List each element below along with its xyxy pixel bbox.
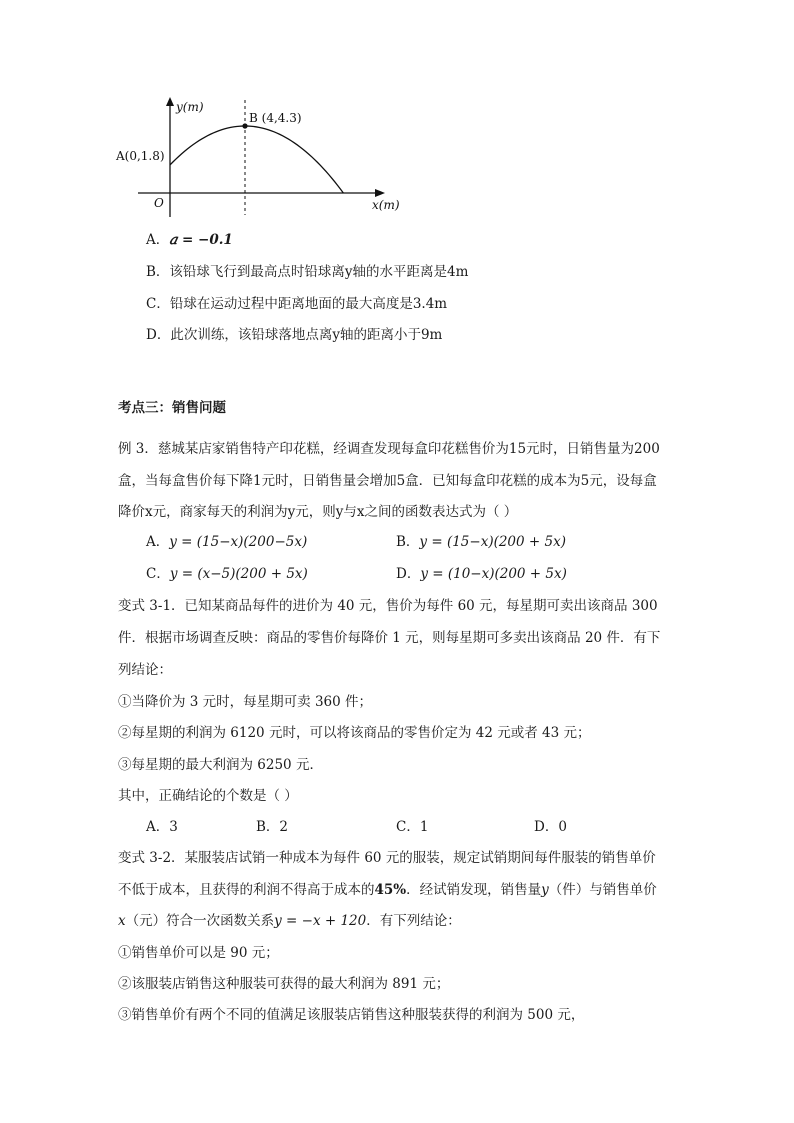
v31-option-b: B．2 xyxy=(256,819,289,835)
v32-line2-pct: 45% xyxy=(374,882,407,898)
ex3-option-b-math: 𝑦 = (15−𝑥)(200 + 5𝑥) xyxy=(419,534,566,550)
q1-option-a xyxy=(146,228,233,248)
origin-label: O xyxy=(154,196,164,210)
v31-item3: ③每星期的最大利润为 6250 元． xyxy=(118,757,323,773)
v32-line2-post: ．经试销发现，销售量 xyxy=(406,882,542,898)
v32-line3-x: x xyxy=(118,913,126,929)
ex3-line1: 例 3．慈城某店家销售特产印花糕，经调查发现每盒印花糕售价为15元时，日销售量为200 xyxy=(118,441,660,457)
q1-option-c: C．铅球在运动过程中距离地面的最大高度是3.4m xyxy=(146,296,448,312)
q1-option-a-math: 𝑎 = −0.1 xyxy=(169,232,233,248)
parabola-graph xyxy=(110,95,410,220)
point-b-dot xyxy=(242,123,247,128)
y-axis-label: y(m) xyxy=(176,100,204,114)
v32-line2-pre: 不低于成本，且获得的利润不得高于成本的 xyxy=(118,882,375,898)
v32-line3-pre: （元）符合一次函数关系 xyxy=(125,913,275,929)
v32-line3 xyxy=(118,909,461,929)
point-a-label: A(0,1.8) xyxy=(116,149,165,163)
ex3-line3: 降价x元，商家每天的利润为y元，则y与x之间的函数表达式为（ ） xyxy=(118,504,518,520)
ex3-option-b xyxy=(396,530,566,550)
ex3-option-d xyxy=(396,562,567,582)
v31-line3: 列结论： xyxy=(118,662,172,678)
y-axis-arrow xyxy=(166,97,174,106)
q1-option-a-label: A． xyxy=(146,232,170,248)
section-heading: 考点三：销售问题 xyxy=(118,400,226,416)
v32-item2: ②该服装店销售这种服装可获得的最大利润为 891 元； xyxy=(118,976,450,992)
v32-line3-post: ．有下列结论： xyxy=(366,913,461,929)
ex3-option-b-label: B． xyxy=(396,534,420,550)
v32-line2-y: y xyxy=(541,882,549,898)
ex3-option-c-label: C． xyxy=(146,566,170,582)
ex3-option-c xyxy=(146,562,308,582)
ex3-option-d-label: D． xyxy=(396,566,421,582)
v32-line2-end: （件）与销售单价 xyxy=(548,882,657,898)
point-b-label: B (4,4.3) xyxy=(249,111,302,125)
ex3-option-a-label: A． xyxy=(146,534,170,550)
v31-line1: 变式 3-1．已知某商品每件的进价为 40 元，售价为每件 60 元，每星期可卖出该商品 300 xyxy=(118,598,658,614)
v31-item2: ②每星期的利润为 6120 元时，可以将该商品的零售价定为 42 元或者 43 元； xyxy=(118,725,591,741)
ex3-option-c-math: 𝑦 = (𝑥−5)(200 + 5𝑥) xyxy=(169,566,308,582)
ex3-option-a-math: 𝑦 = (15−𝑥)(200−5𝑥) xyxy=(169,534,308,550)
ex3-option-a xyxy=(146,530,307,550)
v31-line2: 件．根据市场调查反映：商品的零售价每降价 1 元，则每星期可多卖出该商品 20 件．有下 xyxy=(118,630,661,646)
v32-item1: ①销售单价可以是 90 元； xyxy=(118,945,279,961)
v31-option-c: C．1 xyxy=(396,819,429,835)
v31-option-d: D．0 xyxy=(534,819,567,835)
parabola-curve xyxy=(170,126,343,193)
v32-line1: 变式 3-2．某服装店试销一种成本为每件 60 元的服装，规定试销期间每件服装的销售单价 xyxy=(118,850,656,866)
ex3-option-d-math: 𝑦 = (10−𝑥)(200 + 5𝑥) xyxy=(420,566,567,582)
q1-option-b: B．该铅球飞行到最高点时铅球离y轴的水平距离是4m xyxy=(146,264,469,280)
v31-item1: ①当降价为 3 元时，每星期可卖 360 件； xyxy=(118,694,373,710)
q1-option-d: D．此次训练，该铅球落地点离y轴的距离小于9m xyxy=(146,327,443,343)
x-axis-label: x(m) xyxy=(372,198,400,212)
x-axis-arrow xyxy=(375,189,385,197)
v31-question: 其中，正确结论的个数是（ ） xyxy=(118,788,298,804)
v32-line3-math: 𝑦 = −𝑥 + 120 xyxy=(274,913,367,929)
v31-option-a: A．3 xyxy=(146,819,178,835)
v32-line2 xyxy=(118,878,657,898)
ex3-line2: 盒，当每盒售价每下降1元时，日销售量会增加5盒．已知每盒印花糕的成本为5元，设每盒 xyxy=(118,473,657,489)
v32-item3: ③销售单价有两个不同的值满足该服装店销售这种服装获得的利润为 500 元， xyxy=(118,1007,585,1023)
